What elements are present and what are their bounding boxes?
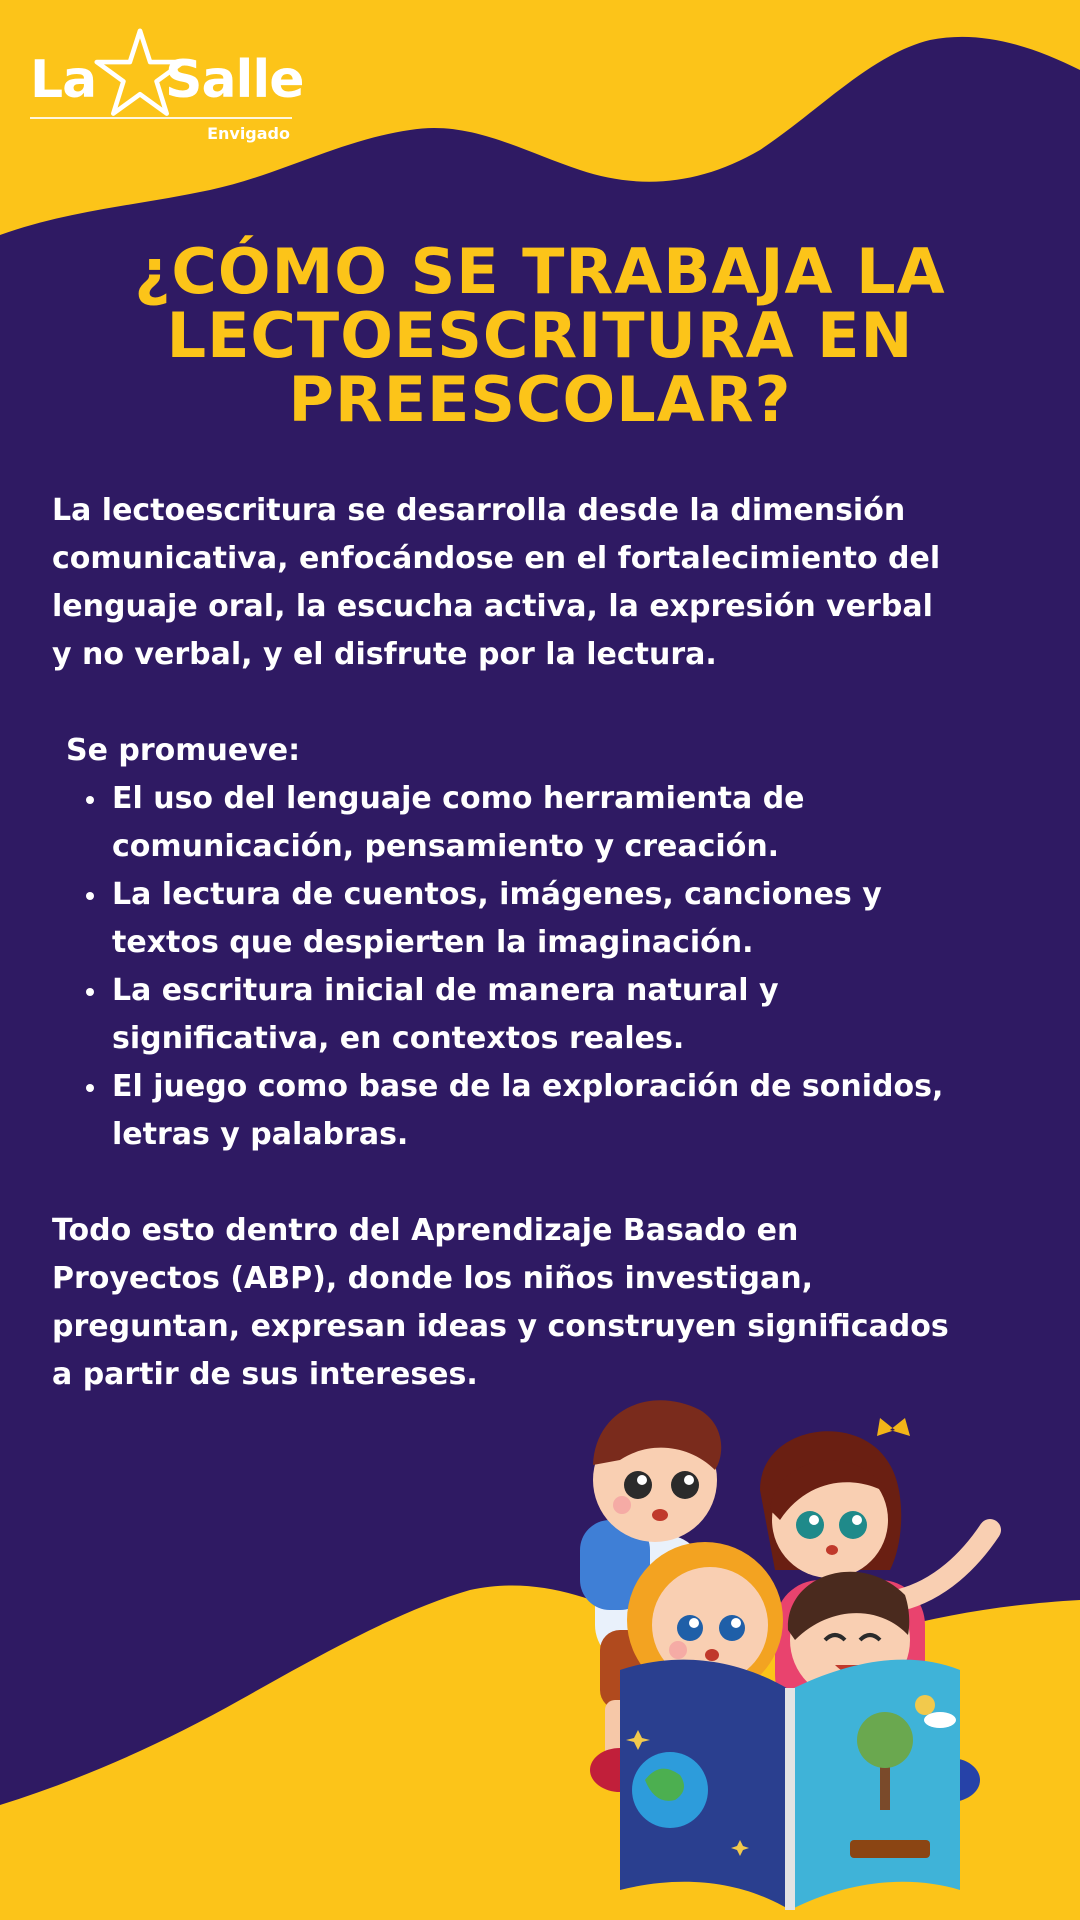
- promueve-heading: Se promueve:: [66, 733, 301, 768]
- intro-line: y no verbal, y el disfrute por la lectura.: [52, 637, 717, 672]
- logo-divider: [30, 117, 292, 119]
- closing-line: Todo esto dentro del Aprendizaje Basado en: [52, 1213, 799, 1248]
- title-line-2: LECTOESCRITURA EN: [166, 299, 914, 372]
- list-item: El juego como base de la exploración de sonidos, letras y palabras.: [78, 1063, 1038, 1159]
- la-salle-logo: [30, 20, 304, 150]
- promueve-list: [78, 775, 1038, 1159]
- title-line-1: ¿CÓMO SE TRABAJA LA: [134, 235, 946, 308]
- logo-text-la: La: [30, 50, 97, 110]
- logo-location: Envigado: [207, 124, 290, 143]
- title-line-3: PREESCOLAR?: [288, 363, 792, 436]
- page-title: [60, 235, 1020, 436]
- list-item: La escritura inicial de manera natural y significativa, en contextos reales.: [78, 967, 1038, 1063]
- children-reading-book-illustration: [560, 1370, 1060, 1920]
- closing-line: preguntan, expresan ideas y construyen significados: [52, 1309, 949, 1344]
- bullet-dot: [86, 796, 94, 804]
- open-book: [620, 1660, 960, 1910]
- logo-text-salle: Salle: [165, 50, 304, 110]
- intro-line: lenguaje oral, la escucha activa, la expresión verbal: [52, 589, 933, 624]
- bullet-dot: [86, 892, 94, 900]
- closing-line: Proyectos (ABP), donde los niños investigan,: [52, 1261, 813, 1296]
- closing-line: a partir de sus intereses.: [52, 1357, 478, 1392]
- intro-line: comunicativa, enfocándose en el fortalecimiento del: [52, 541, 941, 576]
- intro-paragraph: [52, 487, 1042, 679]
- bullet-dot: [86, 1084, 94, 1092]
- star-icon: [94, 24, 186, 124]
- list-item: La lectura de cuentos, imágenes, canciones y textos que despierten la imaginación.: [78, 871, 1038, 967]
- intro-line: La lectoescritura se desarrolla desde la dimensión: [52, 493, 906, 528]
- bullet-dot: [86, 988, 94, 996]
- list-item: El uso del lenguaje como herramienta de comunicación, pensamiento y creación.: [78, 775, 1038, 871]
